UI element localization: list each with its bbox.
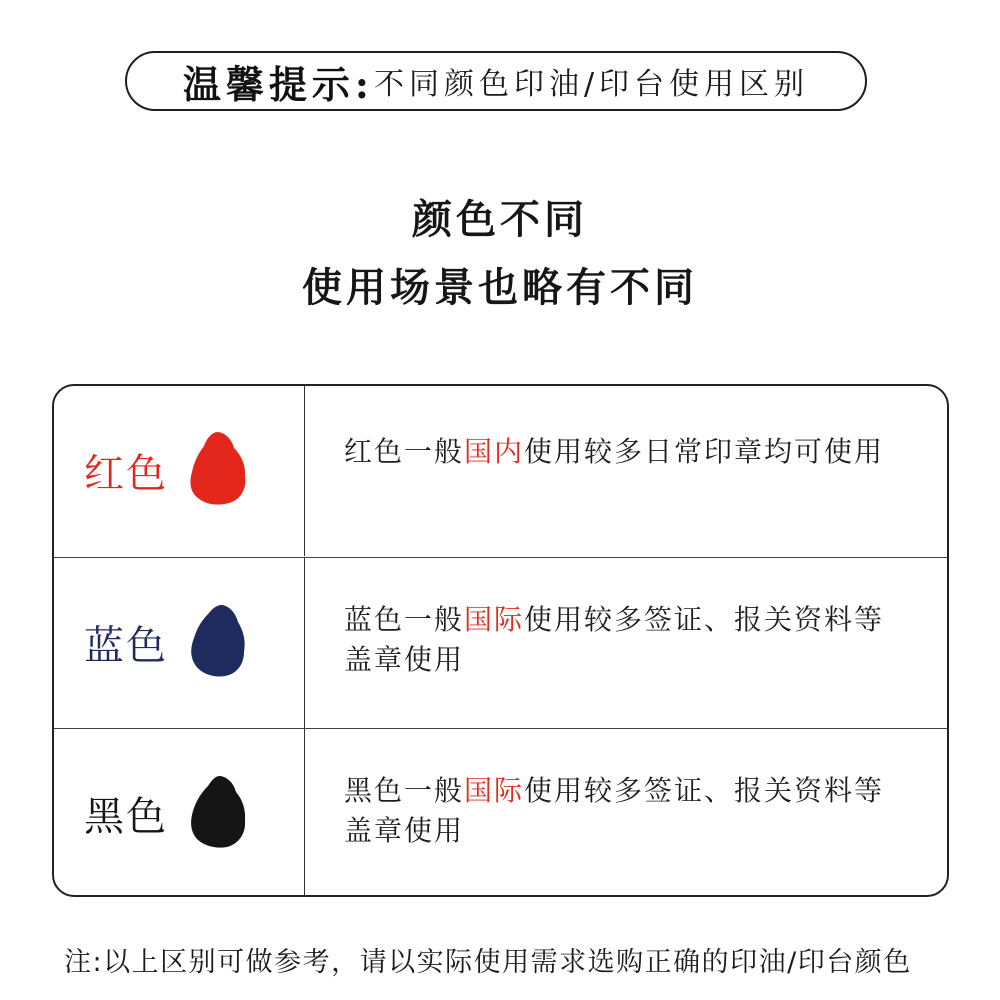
desc-highlight: 国际 [464,603,525,636]
headline-line-1: 颜色不同 [412,197,588,243]
column-divider [304,558,305,728]
desc-highlight: 国际 [464,774,525,807]
desc-text: 红色一般 [344,435,465,468]
desc-text: 使用较多签证、报关资料等盖章使用 [344,774,885,847]
notice-label: 温馨提示: [182,61,374,107]
desc-text: 使用较多签证、报关资料等盖章使用 [344,603,885,676]
color-cell [54,386,304,556]
column-divider [304,386,305,556]
desc-highlight: 国内 [464,435,525,468]
usage-description-red [344,432,904,472]
ink-color-table [52,384,949,897]
notice-banner [125,51,867,111]
table-row-black [54,728,947,897]
color-cell [54,558,304,728]
blue-ink-blot-icon [188,602,248,678]
desc-text: 黑色一般 [344,774,465,807]
column-divider [304,729,305,897]
footnote: 注:以上区别可做参考，请以实际使用需求选购正确的印油/印台颜色 [64,947,912,978]
red-ink-blot-icon [188,430,248,506]
color-name-red: 红色 [84,451,168,497]
notice-text: 不同颜色印油/印台使用区别 [373,67,810,102]
usage-description-blue [344,600,904,680]
desc-text: 使用较多日常印章均可使用 [524,435,885,468]
usage-description-black [344,771,904,851]
color-name-blue: 蓝色 [84,623,168,669]
headline-line-2: 使用场景也略有不同 [302,265,698,311]
color-name-black: 黑色 [84,794,168,840]
black-ink-blot-icon [188,773,248,849]
table-row-blue [54,557,947,728]
desc-text: 蓝色一般 [344,603,465,636]
table-row-red [54,386,947,556]
color-cell [54,729,304,897]
